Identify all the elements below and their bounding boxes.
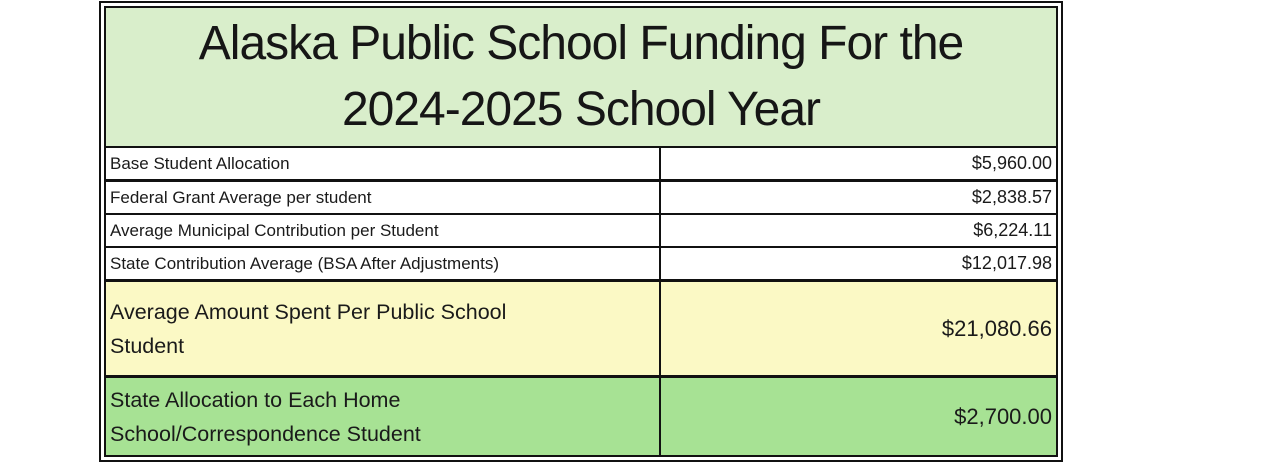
row-value: $2,838.57 xyxy=(971,187,1052,207)
summary-row-value: $2,700.00 xyxy=(954,403,1052,429)
table-title xyxy=(106,8,1056,146)
table-row-municipal-contribution xyxy=(106,213,1056,246)
title-line-2: 2024-2025 School Year xyxy=(341,83,821,136)
row-label: Base Student Allocation xyxy=(106,148,661,179)
row-value: $6,224.11 xyxy=(973,220,1052,240)
row-label: Average Municipal Contribution per Student xyxy=(106,215,661,246)
row-label: State Contribution Average (BSA After Adjustments) xyxy=(106,248,661,279)
summary-row-average-spent xyxy=(106,279,1056,375)
table-frame xyxy=(99,1,1063,462)
funding-table xyxy=(104,6,1058,457)
title-line-1: Alaska Public School Funding For the xyxy=(198,17,964,70)
summary-row-label xyxy=(106,282,661,375)
summary-row-home-school-allocation xyxy=(106,375,1056,455)
summary-row-value: $21,080.66 xyxy=(941,315,1052,341)
row-value: $5,960.00 xyxy=(971,153,1052,173)
row-label: Federal Grant Average per student xyxy=(106,182,661,213)
summary-row-label-text: State Allocation to Each Home School/Correspondence Student xyxy=(110,387,421,446)
row-value: $12,017.98 xyxy=(961,253,1052,273)
summary-row-label-text: Average Amount Spent Per Public School Student xyxy=(110,299,507,358)
table-row-base-student-allocation xyxy=(106,146,1056,179)
table-row-state-contribution xyxy=(106,246,1056,279)
table-row-federal-grant xyxy=(106,179,1056,213)
summary-row-label xyxy=(106,378,661,455)
